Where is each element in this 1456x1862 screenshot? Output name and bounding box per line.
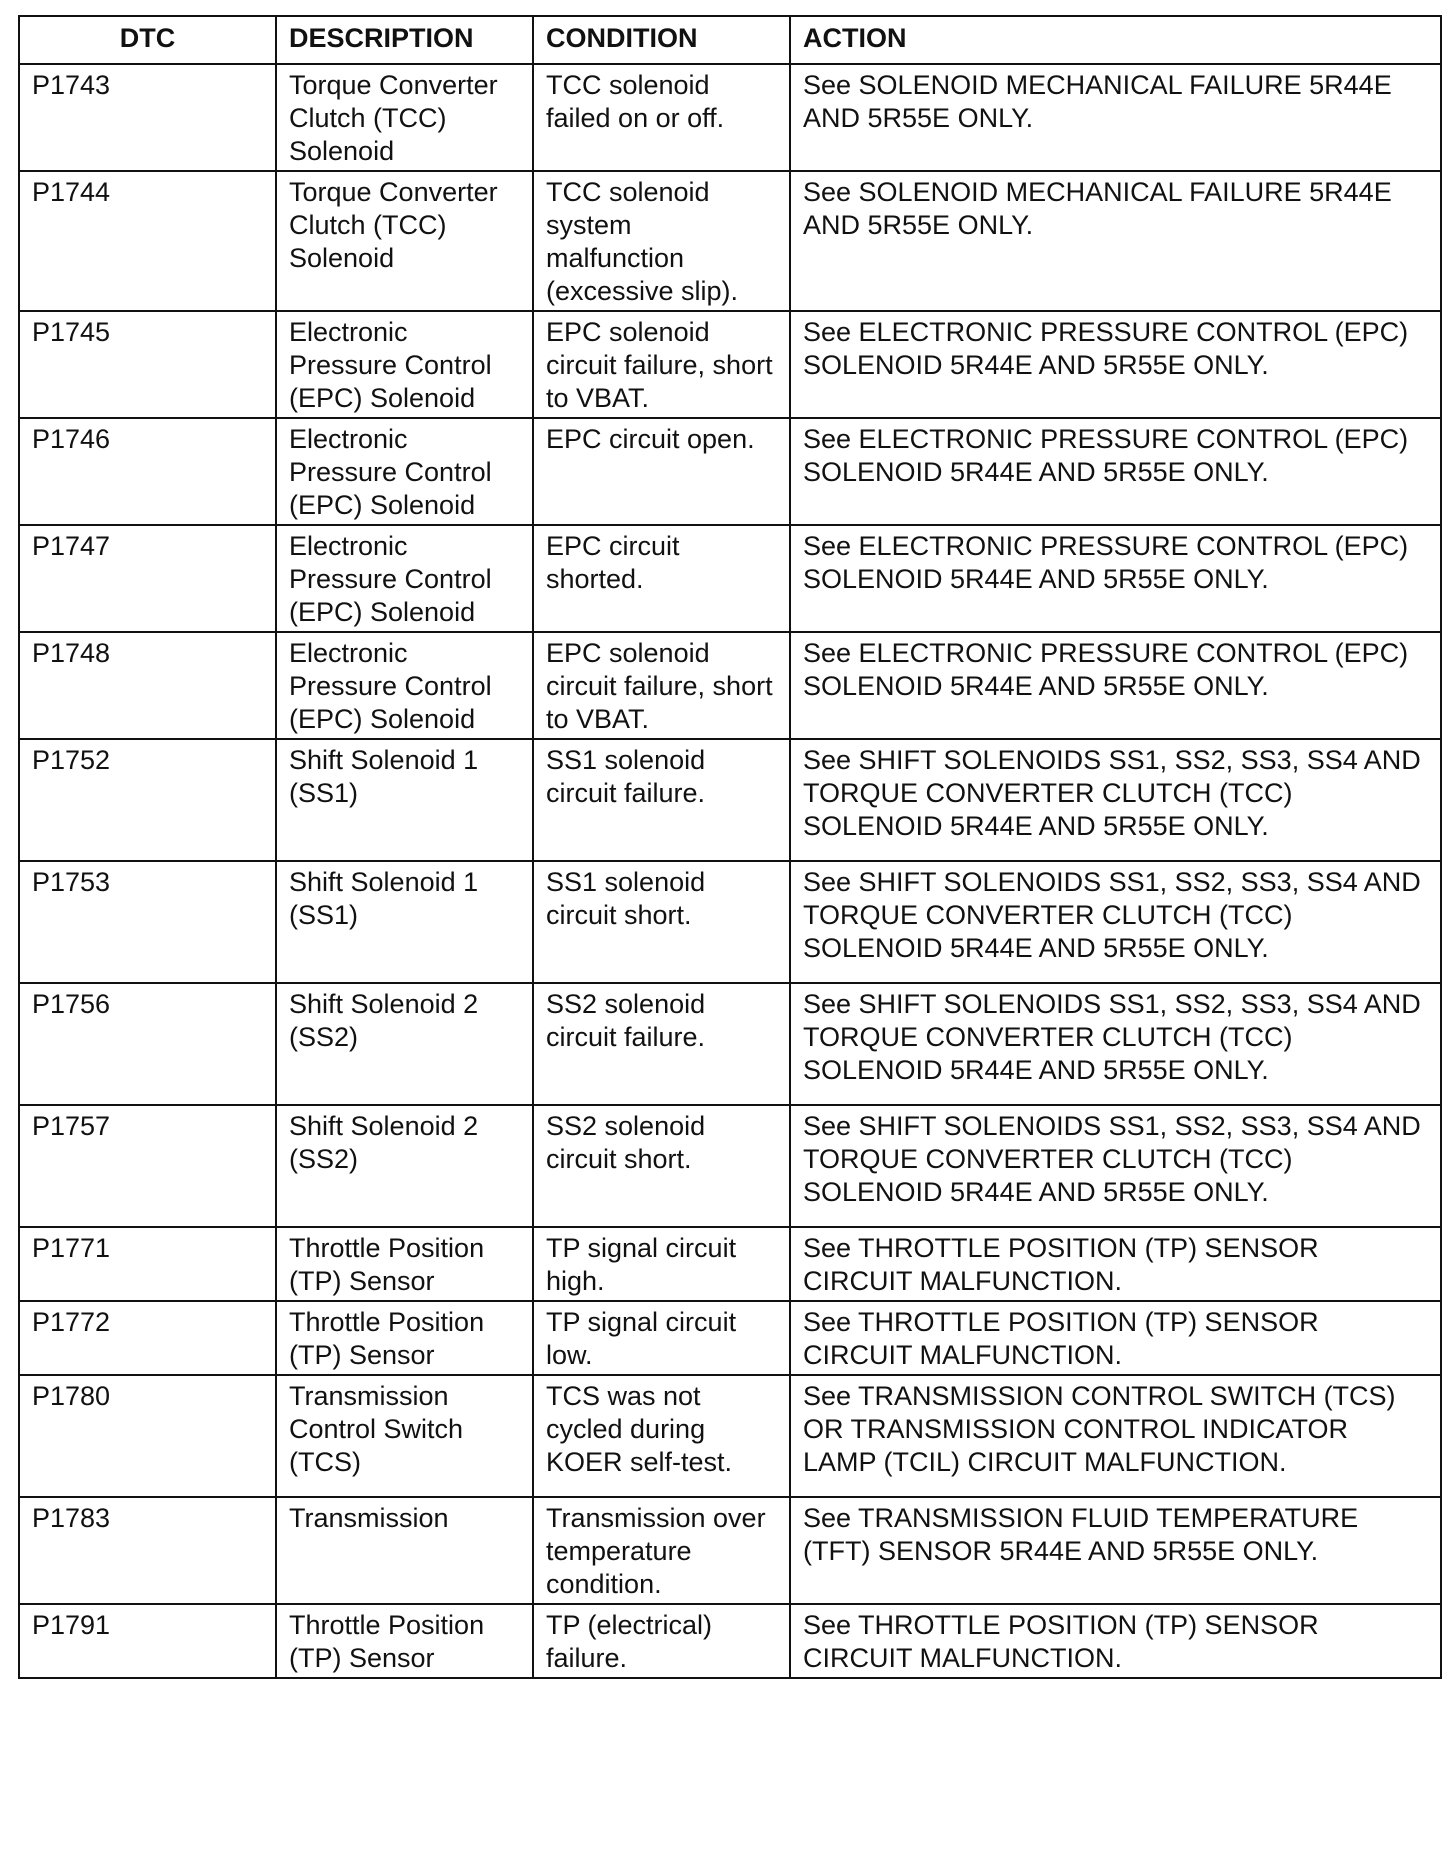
cell-description: Transmission: [276, 1497, 533, 1604]
table-row: [19, 311, 1441, 418]
cell-description: Electronic Pressure Control (EPC) Solenoid: [276, 632, 533, 739]
cell-action: See THROTTLE POSITION (TP) SENSOR CIRCUIT MALFUNCTION.: [790, 1604, 1441, 1678]
header-dtc: DTC: [19, 16, 276, 64]
cell-condition: SS1 solenoid circuit failure.: [533, 739, 790, 861]
document-page: [18, 15, 1440, 1679]
cell-description: Shift Solenoid 1 (SS1): [276, 739, 533, 861]
table-row: [19, 64, 1441, 171]
cell-action: See THROTTLE POSITION (TP) SENSOR CIRCUIT MALFUNCTION.: [790, 1227, 1441, 1301]
cell-dtc: P1757: [19, 1105, 276, 1227]
cell-description: Shift Solenoid 1 (SS1): [276, 861, 533, 983]
cell-description: Throttle Position (TP) Sensor: [276, 1604, 533, 1678]
header-condition: CONDITION: [533, 16, 790, 64]
cell-description: Throttle Position (TP) Sensor: [276, 1301, 533, 1375]
header-description: DESCRIPTION: [276, 16, 533, 64]
cell-description: Throttle Position (TP) Sensor: [276, 1227, 533, 1301]
cell-description: Electronic Pressure Control (EPC) Solenoid: [276, 525, 533, 632]
cell-condition: EPC circuit open.: [533, 418, 790, 525]
cell-dtc: P1748: [19, 632, 276, 739]
table-row: [19, 1497, 1441, 1604]
cell-condition: EPC circuit shorted.: [533, 525, 790, 632]
table-row: [19, 171, 1441, 311]
cell-dtc: P1771: [19, 1227, 276, 1301]
table-row: [19, 1301, 1441, 1375]
cell-dtc: P1746: [19, 418, 276, 525]
cell-dtc: P1783: [19, 1497, 276, 1604]
cell-action: See SHIFT SOLENOIDS SS1, SS2, SS3, SS4 AND TORQUE CONVERTER CLUTCH (TCC) SOLENOID 5R44E AND 5R55E ONLY.: [790, 861, 1441, 983]
cell-description: Torque Converter Clutch (TCC) Solenoid: [276, 64, 533, 171]
cell-condition: TCC solenoid failed on or off.: [533, 64, 790, 171]
cell-description: Transmission Control Switch (TCS): [276, 1375, 533, 1497]
cell-action: See SHIFT SOLENOIDS SS1, SS2, SS3, SS4 AND TORQUE CONVERTER CLUTCH (TCC) SOLENOID 5R44E AND 5R55E ONLY.: [790, 1105, 1441, 1227]
cell-action: See ELECTRONIC PRESSURE CONTROL (EPC) SOLENOID 5R44E AND 5R55E ONLY.: [790, 525, 1441, 632]
cell-action: See TRANSMISSION CONTROL SWITCH (TCS) OR TRANSMISSION CONTROL INDICATOR LAMP (TCIL) CIRCUIT MALFUNCTION.: [790, 1375, 1441, 1497]
header-row: [19, 16, 1441, 64]
header-action: ACTION: [790, 16, 1441, 64]
table-row: [19, 1375, 1441, 1497]
cell-dtc: P1747: [19, 525, 276, 632]
table-row: [19, 739, 1441, 861]
cell-description: Shift Solenoid 2 (SS2): [276, 1105, 533, 1227]
cell-condition: TCC solenoid system malfunction (excessive slip).: [533, 171, 790, 311]
cell-dtc: P1791: [19, 1604, 276, 1678]
cell-condition: SS1 solenoid circuit short.: [533, 861, 790, 983]
cell-action: See TRANSMISSION FLUID TEMPERATURE (TFT) SENSOR 5R44E AND 5R55E ONLY.: [790, 1497, 1441, 1604]
cell-action: See ELECTRONIC PRESSURE CONTROL (EPC) SOLENOID 5R44E AND 5R55E ONLY.: [790, 632, 1441, 739]
table-row: [19, 1227, 1441, 1301]
cell-condition: Transmission over temperature condition.: [533, 1497, 790, 1604]
table-body: [19, 64, 1441, 1678]
table-row: [19, 983, 1441, 1105]
table-row: [19, 861, 1441, 983]
cell-dtc: P1756: [19, 983, 276, 1105]
cell-description: Electronic Pressure Control (EPC) Solenoid: [276, 311, 533, 418]
cell-dtc: P1780: [19, 1375, 276, 1497]
cell-dtc: P1744: [19, 171, 276, 311]
cell-action: See ELECTRONIC PRESSURE CONTROL (EPC) SOLENOID 5R44E AND 5R55E ONLY.: [790, 418, 1441, 525]
table-row: [19, 632, 1441, 739]
table-row: [19, 525, 1441, 632]
cell-action: See THROTTLE POSITION (TP) SENSOR CIRCUIT MALFUNCTION.: [790, 1301, 1441, 1375]
cell-action: See SHIFT SOLENOIDS SS1, SS2, SS3, SS4 AND TORQUE CONVERTER CLUTCH (TCC) SOLENOID 5R44E AND 5R55E ONLY.: [790, 983, 1441, 1105]
cell-description: Electronic Pressure Control (EPC) Solenoid: [276, 418, 533, 525]
cell-condition: EPC solenoid circuit failure, short to VBAT.: [533, 632, 790, 739]
cell-description: Shift Solenoid 2 (SS2): [276, 983, 533, 1105]
table-row: [19, 1105, 1441, 1227]
cell-condition: SS2 solenoid circuit failure.: [533, 983, 790, 1105]
cell-dtc: P1745: [19, 311, 276, 418]
cell-action: See SOLENOID MECHANICAL FAILURE 5R44E AND 5R55E ONLY.: [790, 171, 1441, 311]
cell-condition: TP signal circuit low.: [533, 1301, 790, 1375]
cell-condition: EPC solenoid circuit failure, short to VBAT.: [533, 311, 790, 418]
cell-action: See SOLENOID MECHANICAL FAILURE 5R44E AND 5R55E ONLY.: [790, 64, 1441, 171]
cell-dtc: P1772: [19, 1301, 276, 1375]
dtc-table: [18, 15, 1442, 1679]
cell-condition: SS2 solenoid circuit short.: [533, 1105, 790, 1227]
cell-condition: TCS was not cycled during KOER self-test.: [533, 1375, 790, 1497]
table-row: [19, 418, 1441, 525]
cell-dtc: P1752: [19, 739, 276, 861]
table-row: [19, 1604, 1441, 1678]
cell-condition: TP (electrical) failure.: [533, 1604, 790, 1678]
cell-action: See SHIFT SOLENOIDS SS1, SS2, SS3, SS4 AND TORQUE CONVERTER CLUTCH (TCC) SOLENOID 5R44E AND 5R55E ONLY.: [790, 739, 1441, 861]
cell-condition: TP signal circuit high.: [533, 1227, 790, 1301]
cell-action: See ELECTRONIC PRESSURE CONTROL (EPC) SOLENOID 5R44E AND 5R55E ONLY.: [790, 311, 1441, 418]
cell-description: Torque Converter Clutch (TCC) Solenoid: [276, 171, 533, 311]
cell-dtc: P1753: [19, 861, 276, 983]
cell-dtc: P1743: [19, 64, 276, 171]
